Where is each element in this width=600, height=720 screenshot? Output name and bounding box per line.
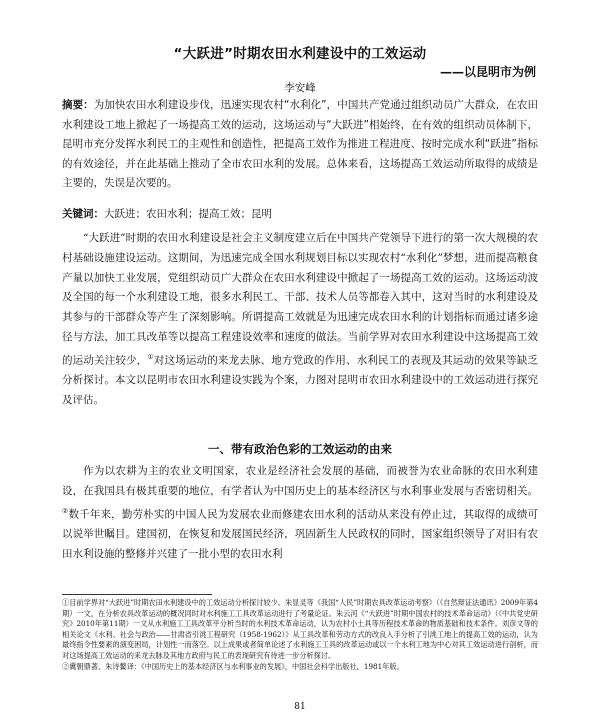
footnote-divider bbox=[62, 594, 212, 595]
keywords-text: 大跃进；农田水利；提高工效；昆明 bbox=[104, 208, 272, 220]
footnote-ref-2: ② bbox=[62, 506, 69, 515]
keywords-label: 关键词： bbox=[62, 208, 104, 220]
author: 李安峰 bbox=[284, 82, 316, 94]
paper-subtitle: ——以昆明市为例 bbox=[439, 65, 536, 79]
paper-title: “大跃进”时期农田水利建设中的工效运动 bbox=[173, 46, 427, 62]
abstract-text: 为加快农田水利建设步伐，迅速实现农村“水利化”，中国共产党通过组织动员广大群众，在农田水利建设工地上掀起了一场提高工效的运动，这场运动与“大跃进”相始终，在有效的组织动员体制下，昆明市充分发挥水利民工的主观性和创造性，把提高工效作为推进工程进度、按时完成水利“跃进”指标的有效途径，并在此基础上推动了全市农田水利的发展。总体来看，这场提高工效运动所取得的成绩是主要的，失误是次要的。 bbox=[62, 99, 538, 190]
keywords bbox=[62, 205, 538, 224]
section1-paragraph bbox=[62, 462, 538, 564]
section1-text-cont: 数千年来，勤劳朴实的中国人民为发展农业而修建农田水利的活动从来没有停止过，其取得的成绩可以说举世瞩目。建国初，在恢复和发展国民经济，巩固新生人民政权的同时，国家组织领导了对旧有农田水利设施的整修并兴建了一批小型的农田水利 bbox=[62, 508, 538, 560]
section1-text: 作为以农耕为主的农业文明国家，农业是经济社会发展的基础，而被誉为农业命脉的农田水利建设，在我国具有极其重要的地位，有学者认为中国历史上的基本经济区与水利事业发展与否密切相关。 bbox=[62, 465, 538, 497]
intro-text-cont: 对这场运动的来龙去脉、地方党政的作用、水利民工的表现及其运动的效果等缺乏分析探讨。本文以昆明市农田水利建设实践为个案，力图对昆明市农田水利建设中的工效运动进行探究及评估。 bbox=[62, 354, 538, 406]
page-number: 81 bbox=[294, 702, 306, 712]
intro-text: “大跃进”时期的农田水利建设是社会主义制度建立后在中国共产党领导下进行的第一次大规模的农村基础设施建设运动。这期间，为迅速完成全国水利规划目标以实现农村“水利化”梦想，进而提高粮食产量以加快工业发展，党组织动员广大群众在农田水利建设中掀起了一场提高工效的运动。这场运动波及全国的每一个水利建设工地，很多水利民工、干部、技术人员等都卷入其中，这对当时的水利建设及其参与的干部群众等产生了深刻影响。所谓提高工效就是为迅速完成农田水利的计划指标而通过诸多途径与方法，加工具改革等以提高工程建设效率和速度的做法。当前学界对农田水利建设中这场提高工效的运动关注较少， bbox=[62, 232, 538, 367]
footnote-ref-1: ① bbox=[147, 352, 154, 361]
footnote-2: ②冀朝鼎著、朱诗鳌译：《中国历史上的基本经济区与水利事业的发展》，中国社会科学出版社，1981年版。 bbox=[62, 661, 404, 671]
abstract-label: 摘要： bbox=[62, 99, 94, 111]
section-1 bbox=[62, 462, 538, 564]
footnotes bbox=[62, 598, 538, 672]
footnote-1: ①目前学界对“大跃进”时期农田水利建设中的工效运动分析探讨较少。朱显灵等《我国“人民”时期农具改革运动考察》（《自然辩证法通讯》2009年第4期）一文，在分析农具改革运动的概况同时对水利施工工具改革运动进行了考量论证。朱云河《“大跃进”时期中国农村的技术革命运动》（《中共党史研究》2010年第11期）一文从水利施工工具改革平分析当时的水利技术革命运动，认为农村小土具等历程技术革命的物质基础和技术条件。刘彦文等的相关论文《水利、社会与政治——甘肃省引洮工程研究（1958-1962）》从工具改革和劳动方式的改良入手分析了引洮工地上的提高工效的运动，认为最终指令性要素的演变困局，计划性一而落空。以上成果或者简单论述了水利施工工具的改革运动或以一个水利工地为中心对其工效运动进行剖析，而对这场提高工效运动的来龙去脉及其地方政府与民工的表现研究有待进一步分析探讨。 bbox=[62, 598, 538, 660]
section-heading-1: 一、带有政治色彩的工效运动的由来 bbox=[208, 442, 392, 456]
abstract bbox=[62, 96, 538, 194]
intro-section bbox=[62, 229, 538, 411]
intro-paragraph bbox=[62, 229, 538, 411]
